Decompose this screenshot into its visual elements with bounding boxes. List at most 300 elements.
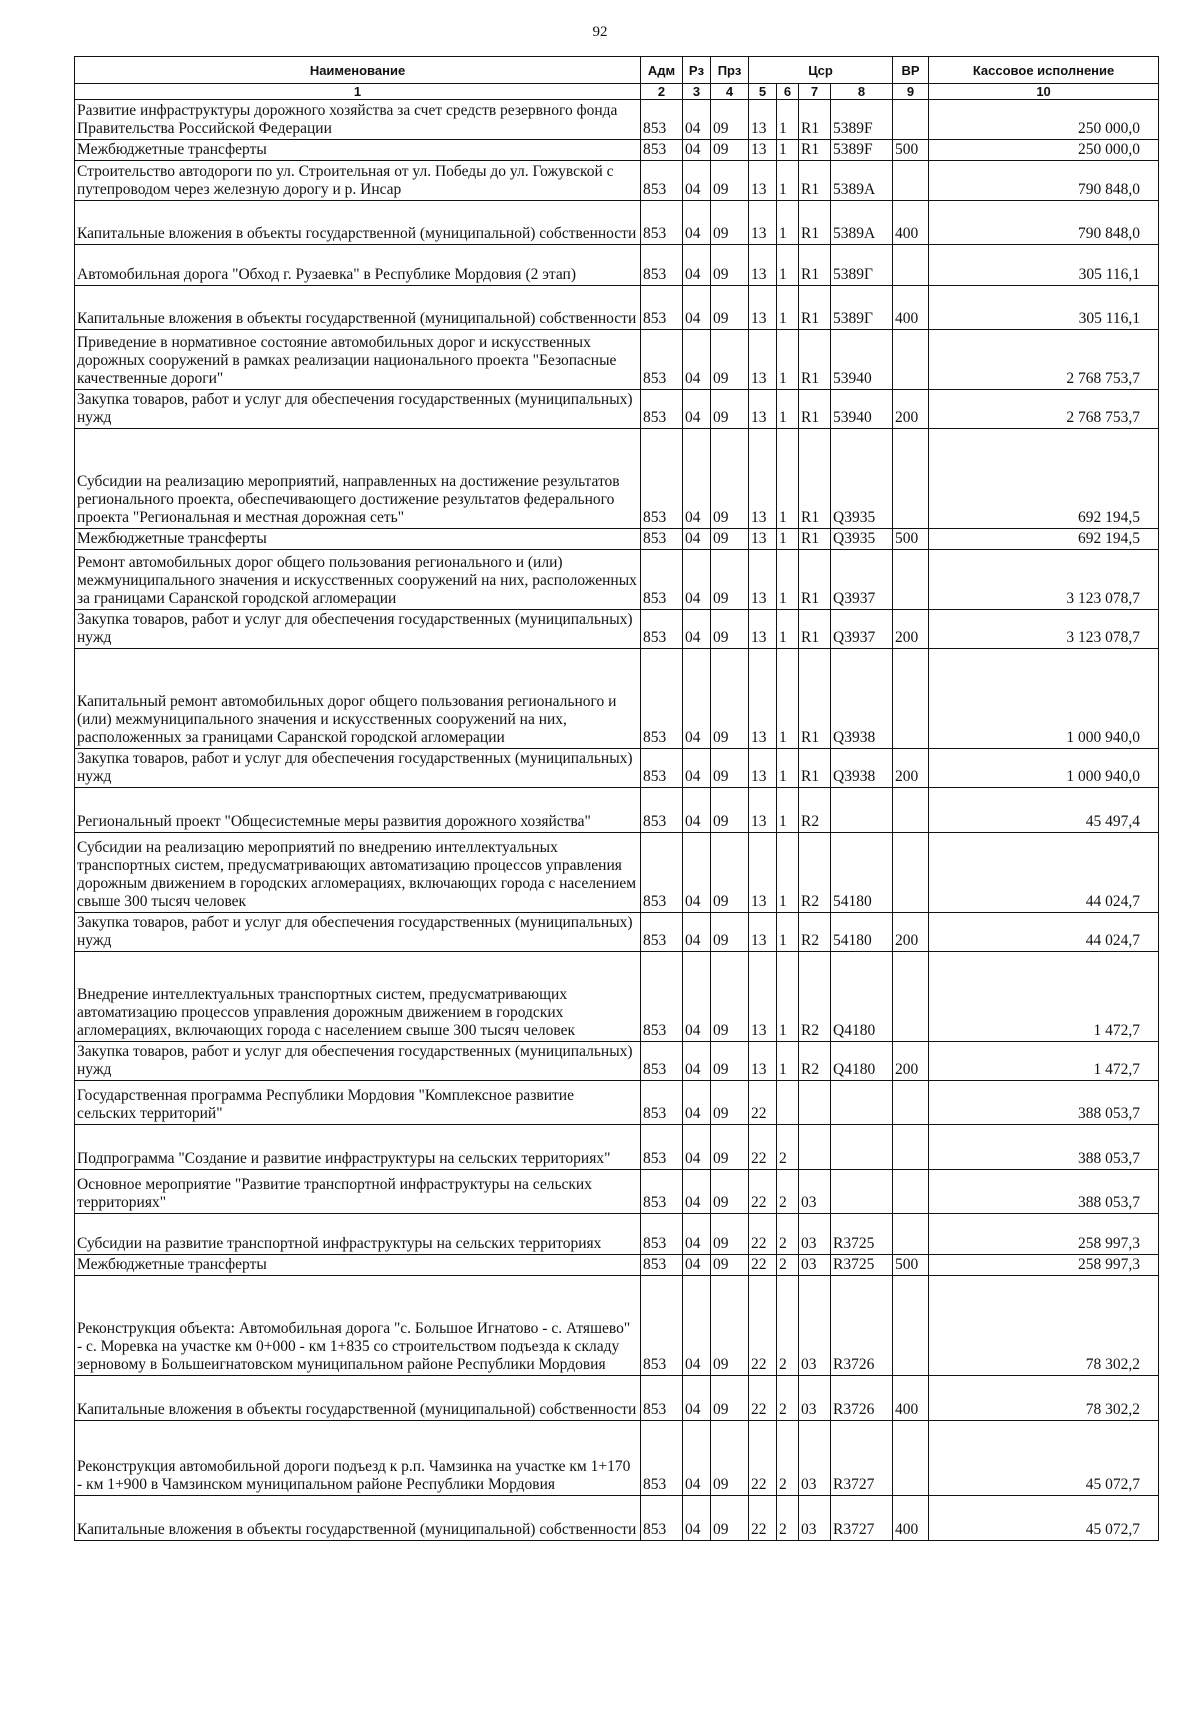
header-row	[75, 57, 1159, 84]
table-row	[75, 1125, 1159, 1170]
row-prz: 09	[711, 1125, 749, 1170]
row-vr: 400	[893, 1496, 929, 1541]
row-vr: 200	[893, 1042, 929, 1081]
row-rz: 04	[683, 833, 711, 913]
row-csr-subprogram: 1	[777, 390, 799, 429]
row-adm: 853	[641, 550, 683, 610]
row-prz: 09	[711, 1214, 749, 1255]
row-csr-program: 13	[749, 610, 777, 649]
row-adm: 853	[641, 1125, 683, 1170]
row-csr-subprogram: 2	[777, 1170, 799, 1214]
row-prz: 09	[711, 610, 749, 649]
row-adm: 853	[641, 140, 683, 161]
row-adm: 853	[641, 1170, 683, 1214]
row-amount: 45 072,7	[929, 1421, 1159, 1496]
row-csr-direction	[831, 1170, 893, 1214]
row-csr-direction: Q4180	[831, 1042, 893, 1081]
row-prz: 09	[711, 550, 749, 610]
row-amount: 2 768 753,7	[929, 330, 1159, 390]
row-name: Внедрение интеллектуальных транспортных систем, предусматривающих автоматизацию процессов управления дорожным движением в городских агломерациях, включающих города с населением свыше 300 тысяч человек	[75, 952, 641, 1042]
row-csr-subprogram: 1	[777, 1042, 799, 1081]
row-rz: 04	[683, 1214, 711, 1255]
row-csr-subprogram: 1	[777, 749, 799, 788]
header-vr: ВР	[893, 57, 929, 84]
row-adm: 853	[641, 429, 683, 529]
row-rz: 04	[683, 429, 711, 529]
row-prz: 09	[711, 1170, 749, 1214]
row-csr-event: 03	[799, 1496, 831, 1541]
row-csr-direction	[831, 788, 893, 833]
row-adm: 853	[641, 100, 683, 140]
row-rz: 04	[683, 1125, 711, 1170]
row-name: Подпрограмма "Создание и развитие инфраструктуры на сельских территориях"	[75, 1125, 641, 1170]
row-csr-event: R1	[799, 390, 831, 429]
row-csr-event	[799, 1081, 831, 1125]
row-name: Развитие инфраструктуры дорожного хозяйства за счет средств резервного фонда Правительства Российской Федерации	[75, 100, 641, 140]
row-csr-event: R1	[799, 201, 831, 245]
column-number: 9	[893, 84, 929, 100]
row-vr: 500	[893, 1255, 929, 1276]
row-name: Капитальные вложения в объекты государственной (муниципальной) собственности	[75, 201, 641, 245]
row-adm: 853	[641, 833, 683, 913]
row-csr-program: 13	[749, 245, 777, 286]
table-row	[75, 550, 1159, 610]
row-csr-event: R2	[799, 913, 831, 952]
row-rz: 04	[683, 529, 711, 550]
row-csr-direction: 54180	[831, 833, 893, 913]
row-amount: 45 497,4	[929, 788, 1159, 833]
row-amount: 305 116,1	[929, 245, 1159, 286]
row-name: Капитальные вложения в объекты государственной (муниципальной) собственности	[75, 1496, 641, 1541]
row-prz: 09	[711, 1496, 749, 1541]
row-name: Межбюджетные трансферты	[75, 1255, 641, 1276]
column-number: 7	[799, 84, 831, 100]
row-csr-subprogram: 1	[777, 100, 799, 140]
row-name: Капитальный ремонт автомобильных дорог общего пользования регионального и (или) межмуниципального значения и искусственных сооружений на них, расположенных за границами Саранской городской агломерации	[75, 649, 641, 749]
row-csr-direction: Q3935	[831, 529, 893, 550]
row-name: Субсидии на реализацию мероприятий по внедрению интеллектуальных транспортных систем, предусматривающих автоматизацию процессов управления дорожным движением в городских агломерациях, включающих города с населением свыше 300 тысяч человек	[75, 833, 641, 913]
row-rz: 04	[683, 1276, 711, 1376]
row-csr-program: 22	[749, 1421, 777, 1496]
row-adm: 853	[641, 529, 683, 550]
row-csr-program: 13	[749, 140, 777, 161]
row-csr-event: R2	[799, 833, 831, 913]
row-amount: 78 302,2	[929, 1376, 1159, 1421]
table-row	[75, 913, 1159, 952]
row-csr-program: 22	[749, 1496, 777, 1541]
row-rz: 04	[683, 100, 711, 140]
row-csr-direction	[831, 1125, 893, 1170]
row-adm: 853	[641, 1421, 683, 1496]
row-csr-subprogram: 2	[777, 1276, 799, 1376]
row-csr-direction: Q3938	[831, 649, 893, 749]
row-csr-direction: R3727	[831, 1421, 893, 1496]
row-adm: 853	[641, 245, 683, 286]
row-rz: 04	[683, 201, 711, 245]
row-adm: 853	[641, 390, 683, 429]
row-name: Закупка товаров, работ и услуг для обеспечения государственных (муниципальных) нужд	[75, 913, 641, 952]
row-rz: 04	[683, 245, 711, 286]
row-amount: 692 194,5	[929, 429, 1159, 529]
header-rz: Рз	[683, 57, 711, 84]
row-adm: 853	[641, 649, 683, 749]
row-vr	[893, 1170, 929, 1214]
budget-execution-table	[74, 56, 1159, 1541]
row-vr: 400	[893, 201, 929, 245]
row-name: Строительство автодороги по ул. Строительная от ул. Победы до ул. Гожувской с путепроводом через железную дорогу и р. Инсар	[75, 161, 641, 201]
row-csr-event: R1	[799, 245, 831, 286]
row-csr-program: 13	[749, 100, 777, 140]
row-adm: 853	[641, 330, 683, 390]
row-amount: 388 053,7	[929, 1125, 1159, 1170]
row-csr-program: 22	[749, 1125, 777, 1170]
row-csr-event: R1	[799, 330, 831, 390]
row-vr: 200	[893, 390, 929, 429]
row-vr: 400	[893, 286, 929, 330]
row-amount: 388 053,7	[929, 1081, 1159, 1125]
row-csr-subprogram: 1	[777, 429, 799, 529]
row-vr	[893, 1276, 929, 1376]
row-vr	[893, 649, 929, 749]
row-rz: 04	[683, 140, 711, 161]
row-name: Региональный проект "Общесистемные меры развития дорожного хозяйства"	[75, 788, 641, 833]
row-csr-direction	[831, 1081, 893, 1125]
row-csr-program: 13	[749, 286, 777, 330]
row-csr-event: R2	[799, 1042, 831, 1081]
row-prz: 09	[711, 161, 749, 201]
column-number: 10	[929, 84, 1159, 100]
row-adm: 853	[641, 1276, 683, 1376]
row-vr	[893, 1125, 929, 1170]
table-row	[75, 1496, 1159, 1541]
row-amount: 692 194,5	[929, 529, 1159, 550]
row-rz: 04	[683, 1255, 711, 1276]
table-row	[75, 161, 1159, 201]
row-adm: 853	[641, 788, 683, 833]
row-csr-event	[799, 1125, 831, 1170]
table-row	[75, 1421, 1159, 1496]
row-csr-event: R1	[799, 286, 831, 330]
row-prz: 09	[711, 1421, 749, 1496]
row-csr-event: R2	[799, 788, 831, 833]
row-csr-event: 03	[799, 1170, 831, 1214]
row-csr-subprogram: 2	[777, 1125, 799, 1170]
row-rz: 04	[683, 390, 711, 429]
row-amount: 78 302,2	[929, 1276, 1159, 1376]
row-vr: 200	[893, 610, 929, 649]
table-row	[75, 1376, 1159, 1421]
row-csr-subprogram: 1	[777, 330, 799, 390]
row-csr-program: 13	[749, 788, 777, 833]
row-rz: 04	[683, 913, 711, 952]
row-csr-direction: 5389Г	[831, 245, 893, 286]
row-csr-subprogram: 1	[777, 161, 799, 201]
row-adm: 853	[641, 1081, 683, 1125]
row-amount: 258 997,3	[929, 1255, 1159, 1276]
row-prz: 09	[711, 1376, 749, 1421]
row-name: Закупка товаров, работ и услуг для обеспечения государственных (муниципальных) нужд	[75, 610, 641, 649]
row-csr-direction: 5389F	[831, 140, 893, 161]
row-name: Государственная программа Республики Мордовия "Комплексное развитие сельских территорий"	[75, 1081, 641, 1125]
table-row	[75, 1042, 1159, 1081]
row-csr-event: R2	[799, 952, 831, 1042]
row-prz: 09	[711, 100, 749, 140]
row-rz: 04	[683, 1421, 711, 1496]
row-vr	[893, 833, 929, 913]
header-cash-execution: Кассовое исполнение	[929, 57, 1159, 84]
row-vr	[893, 788, 929, 833]
row-csr-event: R1	[799, 550, 831, 610]
column-number: 1	[75, 84, 641, 100]
row-csr-program: 13	[749, 201, 777, 245]
row-csr-subprogram: 1	[777, 649, 799, 749]
row-vr: 500	[893, 140, 929, 161]
row-name: Реконструкция объекта: Автомобильная дорога "с. Большое Игнатово - с. Атяшево" - с. Моревка на участке км 0+000 - км 1+835 со строительством подъезда к складу зерновому в Большеигнатовском муниципальном районе Республики Мордовия	[75, 1276, 641, 1376]
row-prz: 09	[711, 788, 749, 833]
row-vr	[893, 245, 929, 286]
row-prz: 09	[711, 1255, 749, 1276]
row-rz: 04	[683, 1496, 711, 1541]
row-name: Субсидии на реализацию мероприятий, направленных на достижение результатов регионального проекта, обеспечивающего достижение результатов федерального проекта "Региональная и местная дорожная сеть"	[75, 429, 641, 529]
row-csr-direction: Q3935	[831, 429, 893, 529]
row-csr-direction: 5389F	[831, 100, 893, 140]
row-name: Субсидии на развитие транспортной инфраструктуры на сельских территориях	[75, 1214, 641, 1255]
row-csr-direction: 5389A	[831, 161, 893, 201]
row-adm: 853	[641, 1042, 683, 1081]
row-csr-program: 13	[749, 529, 777, 550]
row-csr-program: 13	[749, 649, 777, 749]
row-rz: 04	[683, 330, 711, 390]
row-csr-program: 13	[749, 952, 777, 1042]
row-amount: 2 768 753,7	[929, 390, 1159, 429]
row-adm: 853	[641, 952, 683, 1042]
table-row	[75, 952, 1159, 1042]
row-adm: 853	[641, 201, 683, 245]
row-name: Межбюджетные трансферты	[75, 529, 641, 550]
row-csr-direction: Q3938	[831, 749, 893, 788]
row-prz: 09	[711, 952, 749, 1042]
row-name: Межбюджетные трансферты	[75, 140, 641, 161]
row-prz: 09	[711, 1276, 749, 1376]
row-adm: 853	[641, 610, 683, 649]
row-csr-direction: Q4180	[831, 952, 893, 1042]
row-csr-event: R1	[799, 649, 831, 749]
row-prz: 09	[711, 649, 749, 749]
column-number: 6	[777, 84, 799, 100]
row-vr	[893, 330, 929, 390]
row-prz: 09	[711, 429, 749, 529]
row-adm: 853	[641, 1496, 683, 1541]
table-row	[75, 245, 1159, 286]
row-csr-direction: Q3937	[831, 610, 893, 649]
row-prz: 09	[711, 529, 749, 550]
table-row	[75, 100, 1159, 140]
row-csr-direction: R3726	[831, 1376, 893, 1421]
row-vr	[893, 550, 929, 610]
row-name: Основное мероприятие "Развитие транспортной инфраструктуры на сельских территориях"	[75, 1170, 641, 1214]
table-body	[75, 100, 1159, 1541]
row-prz: 09	[711, 201, 749, 245]
row-csr-event: 03	[799, 1255, 831, 1276]
row-csr-direction: 5389A	[831, 201, 893, 245]
row-adm: 853	[641, 749, 683, 788]
row-csr-subprogram	[777, 1081, 799, 1125]
row-csr-subprogram: 1	[777, 610, 799, 649]
table-row	[75, 390, 1159, 429]
row-csr-subprogram: 1	[777, 913, 799, 952]
row-amount: 790 848,0	[929, 161, 1159, 201]
header-name: Наименование	[75, 57, 641, 84]
row-csr-program: 13	[749, 1042, 777, 1081]
row-csr-program: 13	[749, 550, 777, 610]
row-amount: 250 000,0	[929, 100, 1159, 140]
column-number-row	[75, 84, 1159, 100]
row-rz: 04	[683, 286, 711, 330]
table-row	[75, 610, 1159, 649]
row-csr-event: 03	[799, 1376, 831, 1421]
row-amount: 1 472,7	[929, 1042, 1159, 1081]
row-adm: 853	[641, 1376, 683, 1421]
row-csr-subprogram: 1	[777, 140, 799, 161]
row-csr-direction: 5389Г	[831, 286, 893, 330]
row-amount: 258 997,3	[929, 1214, 1159, 1255]
column-number: 5	[749, 84, 777, 100]
row-csr-event: R1	[799, 529, 831, 550]
row-prz: 09	[711, 390, 749, 429]
row-amount: 1 472,7	[929, 952, 1159, 1042]
column-number: 8	[831, 84, 893, 100]
table-row	[75, 330, 1159, 390]
row-prz: 09	[711, 1042, 749, 1081]
row-rz: 04	[683, 1170, 711, 1214]
row-csr-program: 22	[749, 1170, 777, 1214]
row-csr-event: 03	[799, 1214, 831, 1255]
row-prz: 09	[711, 286, 749, 330]
row-adm: 853	[641, 913, 683, 952]
row-csr-program: 13	[749, 161, 777, 201]
header-csr: Цср	[749, 57, 893, 84]
row-prz: 09	[711, 913, 749, 952]
row-vr	[893, 429, 929, 529]
row-vr: 500	[893, 529, 929, 550]
row-name: Автомобильная дорога "Обход г. Рузаевка" в Республике Мордовия (2 этап)	[75, 245, 641, 286]
row-amount: 1 000 940,0	[929, 749, 1159, 788]
row-vr	[893, 161, 929, 201]
row-csr-subprogram: 1	[777, 550, 799, 610]
header-prz: Прз	[711, 57, 749, 84]
table-row	[75, 529, 1159, 550]
row-name: Закупка товаров, работ и услуг для обеспечения государственных (муниципальных) нужд	[75, 1042, 641, 1081]
row-csr-subprogram: 2	[777, 1496, 799, 1541]
column-number: 4	[711, 84, 749, 100]
row-prz: 09	[711, 245, 749, 286]
row-prz: 09	[711, 749, 749, 788]
row-rz: 04	[683, 610, 711, 649]
row-csr-subprogram: 1	[777, 245, 799, 286]
row-csr-program: 13	[749, 330, 777, 390]
row-rz: 04	[683, 161, 711, 201]
row-amount: 3 123 078,7	[929, 610, 1159, 649]
row-rz: 04	[683, 1376, 711, 1421]
column-number: 3	[683, 84, 711, 100]
row-amount: 1 000 940,0	[929, 649, 1159, 749]
row-rz: 04	[683, 1042, 711, 1081]
row-csr-subprogram: 2	[777, 1376, 799, 1421]
table-row	[75, 1170, 1159, 1214]
row-csr-program: 22	[749, 1276, 777, 1376]
row-adm: 853	[641, 1214, 683, 1255]
row-csr-program: 22	[749, 1376, 777, 1421]
row-csr-program: 22	[749, 1214, 777, 1255]
row-vr	[893, 1421, 929, 1496]
row-adm: 853	[641, 1255, 683, 1276]
row-vr: 200	[893, 913, 929, 952]
column-number: 2	[641, 84, 683, 100]
row-name: Приведение в нормативное состояние автомобильных дорог и искусственных дорожных сооружений в рамках реализации национального проекта "Безопасные качественные дороги"	[75, 330, 641, 390]
header-adm: Адм	[641, 57, 683, 84]
row-csr-program: 13	[749, 833, 777, 913]
row-csr-direction: 54180	[831, 913, 893, 952]
row-vr: 400	[893, 1376, 929, 1421]
row-csr-event: R1	[799, 161, 831, 201]
table-row	[75, 429, 1159, 529]
row-csr-subprogram: 1	[777, 286, 799, 330]
row-amount: 305 116,1	[929, 286, 1159, 330]
row-csr-direction: 53940	[831, 330, 893, 390]
row-csr-event: R1	[799, 610, 831, 649]
row-amount: 250 000,0	[929, 140, 1159, 161]
row-csr-event: 03	[799, 1276, 831, 1376]
row-csr-event: 03	[799, 1421, 831, 1496]
row-rz: 04	[683, 749, 711, 788]
table-row	[75, 1276, 1159, 1376]
row-name: Реконструкция автомобильной дороги подъезд к р.п. Чамзинка на участке км 1+170 - км 1+900 в Чамзинском муниципальном районе Республики Мордовия	[75, 1421, 641, 1496]
row-prz: 09	[711, 1081, 749, 1125]
row-csr-subprogram: 1	[777, 201, 799, 245]
table-row	[75, 1214, 1159, 1255]
row-csr-direction: R3725	[831, 1255, 893, 1276]
row-name: Закупка товаров, работ и услуг для обеспечения государственных (муниципальных) нужд	[75, 749, 641, 788]
row-csr-subprogram: 1	[777, 529, 799, 550]
row-csr-direction: R3725	[831, 1214, 893, 1255]
table-row	[75, 140, 1159, 161]
table-row	[75, 833, 1159, 913]
row-csr-subprogram: 1	[777, 833, 799, 913]
row-csr-event: R1	[799, 429, 831, 529]
row-vr	[893, 1214, 929, 1255]
row-amount: 44 024,7	[929, 913, 1159, 952]
row-csr-direction: R3727	[831, 1496, 893, 1541]
row-csr-subprogram: 2	[777, 1255, 799, 1276]
row-csr-program: 22	[749, 1255, 777, 1276]
row-name: Капитальные вложения в объекты государственной (муниципальной) собственности	[75, 1376, 641, 1421]
row-csr-subprogram: 2	[777, 1421, 799, 1496]
row-amount: 44 024,7	[929, 833, 1159, 913]
row-csr-program: 13	[749, 913, 777, 952]
row-amount: 45 072,7	[929, 1496, 1159, 1541]
row-adm: 853	[641, 161, 683, 201]
row-csr-program: 13	[749, 390, 777, 429]
row-amount: 388 053,7	[929, 1170, 1159, 1214]
row-rz: 04	[683, 550, 711, 610]
row-prz: 09	[711, 833, 749, 913]
table-row	[75, 788, 1159, 833]
row-name: Ремонт автомобильных дорог общего пользования регионального и (или) межмуниципального значения и искусственных сооружений на них, расположенных за границами Саранской городской агломерации	[75, 550, 641, 610]
row-amount: 790 848,0	[929, 201, 1159, 245]
row-name: Закупка товаров, работ и услуг для обеспечения государственных (муниципальных) нужд	[75, 390, 641, 429]
row-csr-event: R1	[799, 749, 831, 788]
page-number: 92	[592, 24, 608, 40]
